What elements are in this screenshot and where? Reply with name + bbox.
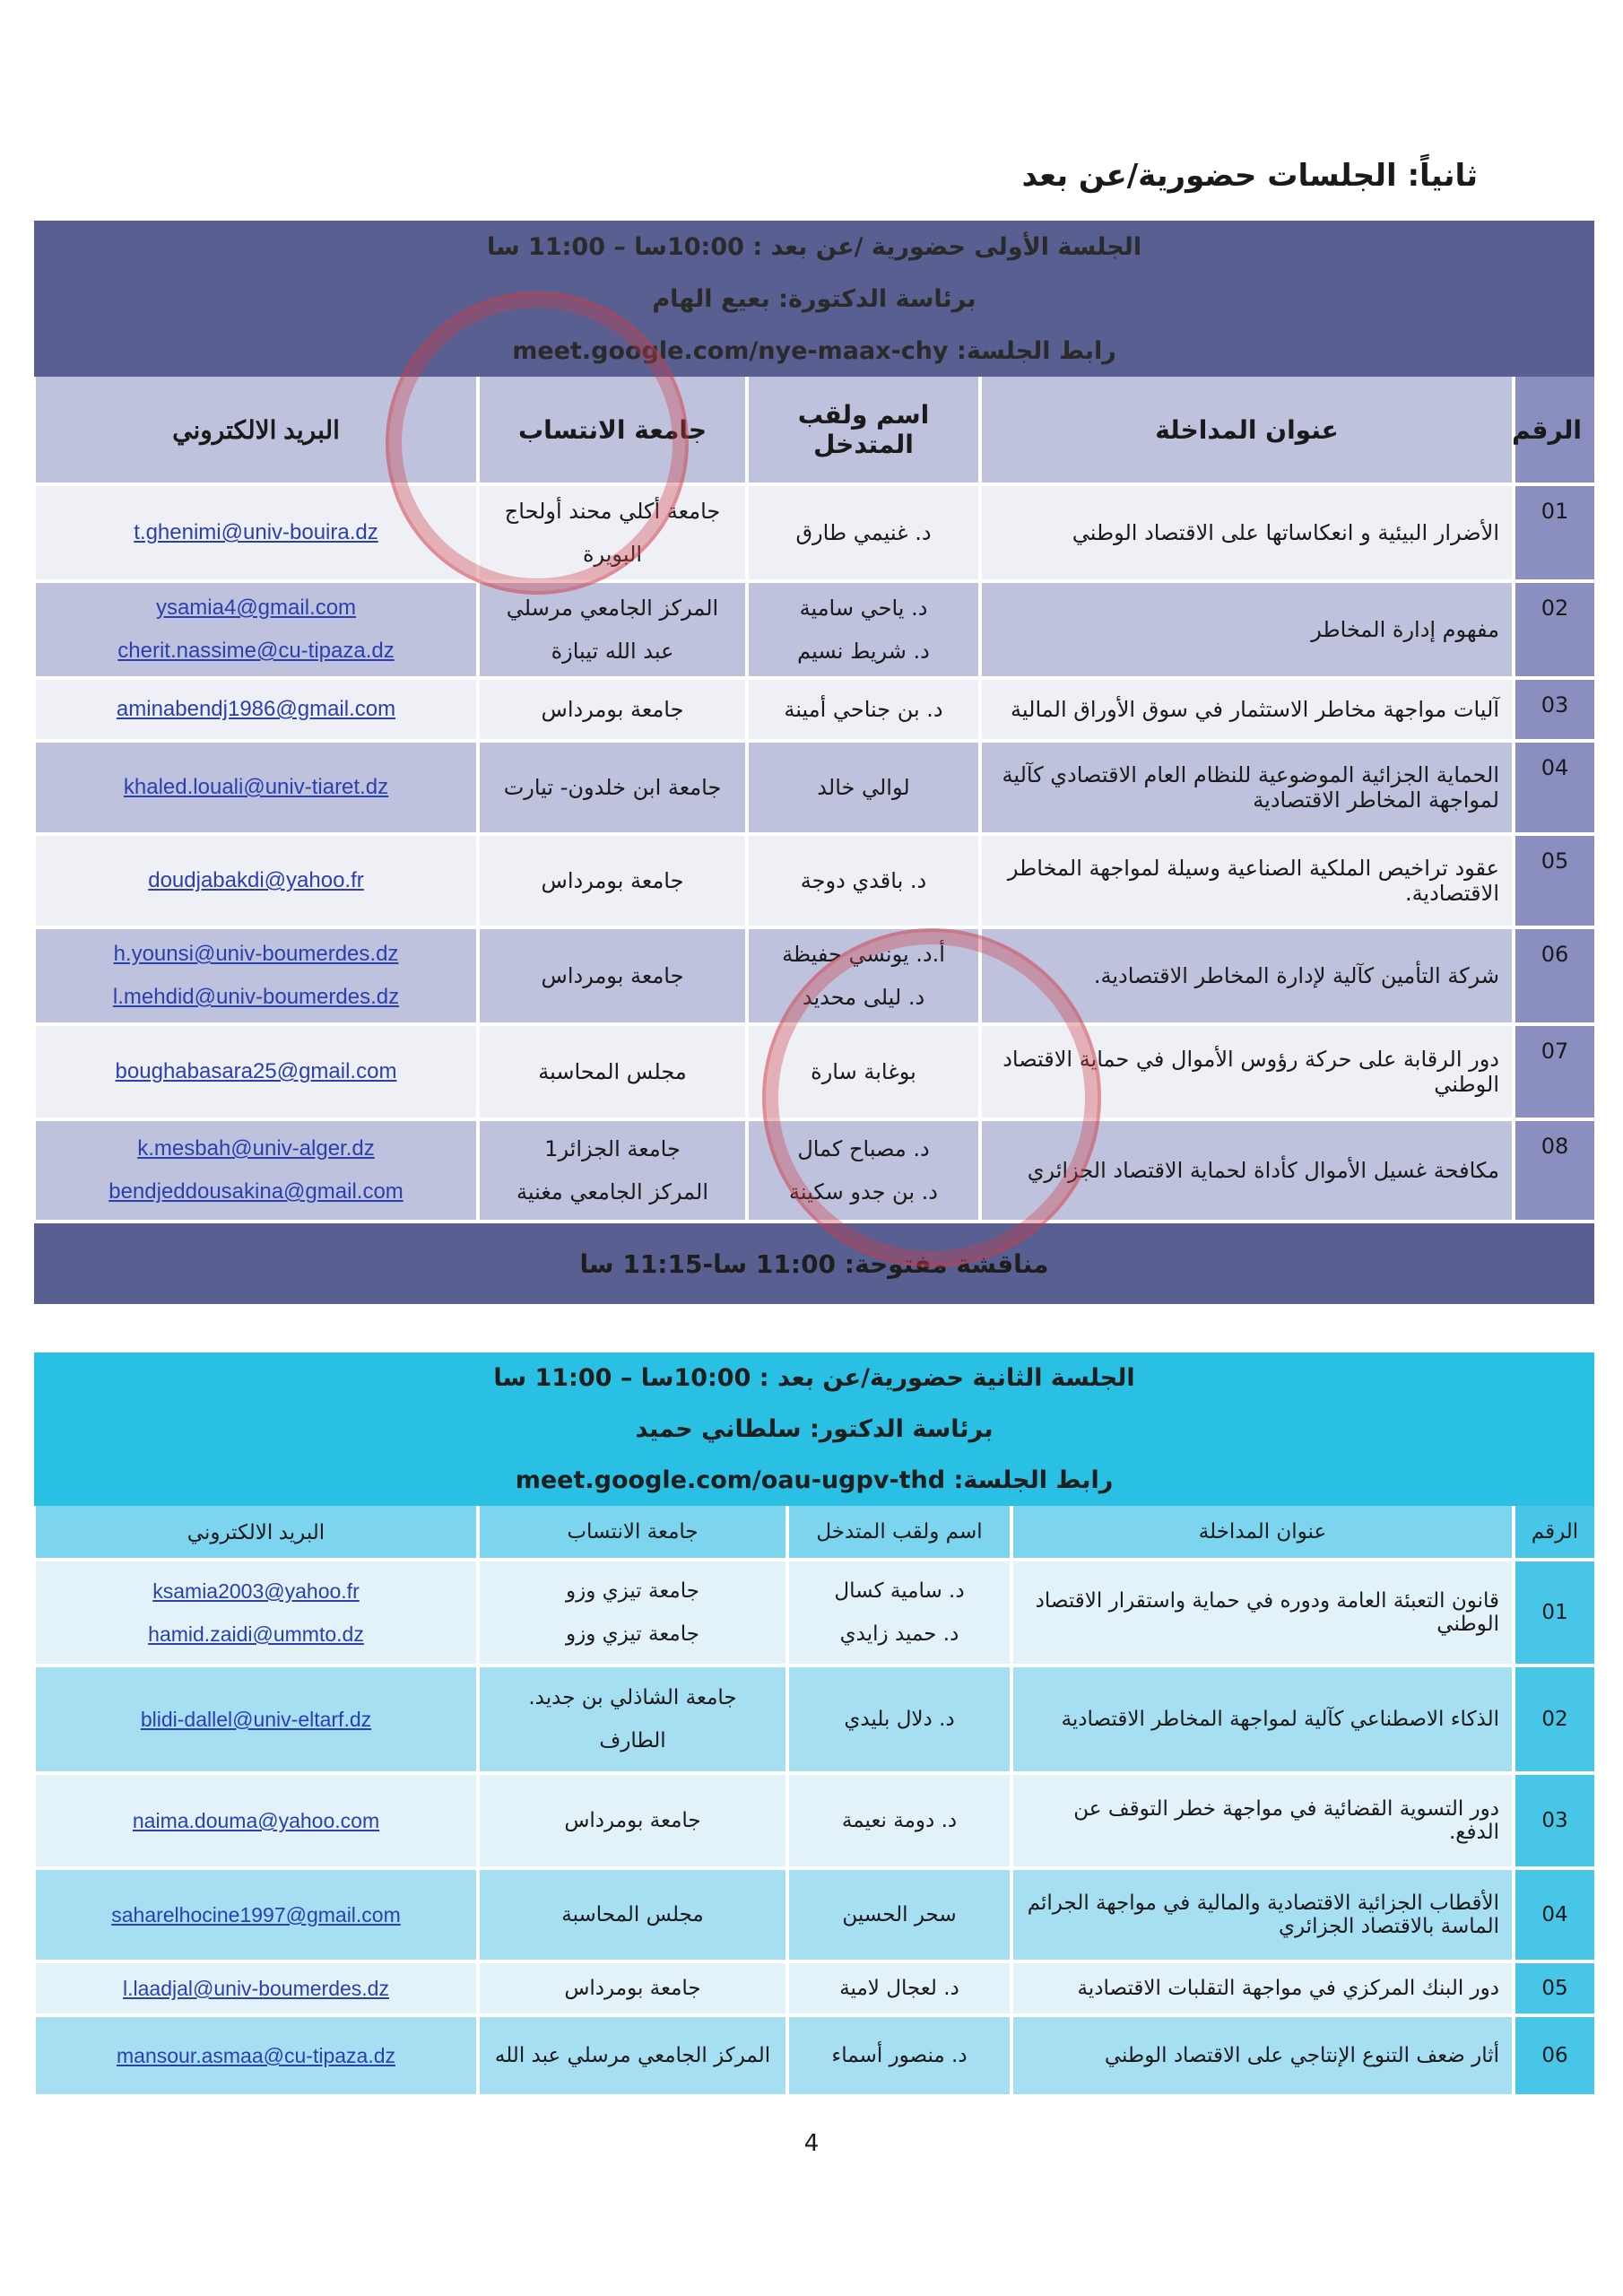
email-link[interactable]: saharelhocine1997@gmail.com [111,1903,401,1926]
table-row [34,834,1594,927]
header-affiliation: جامعة الانتساب [478,377,747,484]
affiliation [478,678,747,741]
email-link[interactable]: boughabasara25@gmail.com [115,1059,397,1083]
affiliation-line: عبد الله تيبازة [551,639,674,664]
talk-title: دور البنك المركزي في مواجهة التقلبات الاقتصادية [1011,1961,1514,2015]
session-1-header [34,221,1594,377]
email-link[interactable]: h.younsi@univ-boumerdes.dz [113,942,399,966]
row-number: 01 [1514,1560,1594,1665]
affiliation-line: جامعة الشاذلي بن جديد. [528,1686,737,1709]
speaker-name: د. بن جناحي أمينة [784,697,943,722]
email-cell [34,581,478,678]
speaker-names [787,1773,1011,1868]
speaker-names [747,927,980,1024]
row-number: 07 [1514,1024,1594,1119]
affiliation [478,1119,747,1222]
affiliation-line: مجلس المحاسبة [561,1903,704,1926]
talk-title: عقود تراخيص الملكية الصناعية وسيلة لمواجهة المخاطر الاقتصادية. [980,834,1514,927]
table-row [34,1961,1594,2015]
email-cell [34,1773,478,1868]
row-number: 05 [1514,1961,1594,2015]
row-number: 02 [1514,581,1594,678]
header-email: البريد الالكتروني [34,1506,478,1560]
talk-title: أثار ضعف التنوع الإنتاجي على الاقتصاد الوطني [1011,2015,1514,2096]
row-number: 06 [1514,927,1594,1024]
affiliation [478,741,747,834]
table-row [34,927,1594,1024]
header-email: البريد الالكتروني [34,377,478,484]
talk-title: قانون التعبئة العامة ودوره في حماية واستقرار الاقتصاد الوطني [1011,1560,1514,1665]
email-link[interactable]: t.ghenimi@univ-bouira.dz [134,520,378,544]
row-number: 08 [1514,1119,1594,1222]
speaker-name: د. لعجال لامية [839,1977,959,2000]
email-link[interactable]: naima.douma@yahoo.com [132,1809,380,1832]
speaker-names [747,678,980,741]
email-link[interactable]: ksamia2003@yahoo.fr [152,1579,360,1603]
speaker-names [787,1868,1011,1961]
session-2-link[interactable]: رابط الجلسة: meet.google.com/oau-ugpv-thd [515,1466,1114,1494]
talk-title: دور الرقابة على حركة رؤوس الأموال في حماية الاقتصاد الوطني [980,1024,1514,1119]
affiliation-line: جامعة بومرداس [541,697,684,722]
speaker-names [747,834,980,927]
header-title: عنوان المداخلة [980,377,1514,484]
section-heading: ثانياً: الجلسات حضورية/عن بعد [1021,158,1478,194]
email-cell [34,1961,478,2015]
affiliation [478,581,747,678]
speaker-name: د. مصباح كمال [797,1136,930,1161]
table-row [34,1665,1594,1773]
speaker-name: د. حميد زايدي [839,1622,959,1646]
talk-title: آليات مواجهة مخاطر الاستثمار في سوق الأوراق المالية [980,678,1514,741]
speaker-names [747,741,980,834]
table-row [34,741,1594,834]
email-link[interactable]: k.mesbah@univ-alger.dz [137,1136,375,1161]
affiliation-line: جامعة الجزائر1 [544,1136,681,1161]
speaker-names [747,484,980,581]
row-number: 06 [1514,2015,1594,2096]
row-number: 04 [1514,741,1594,834]
session-1 [34,221,1594,1304]
session-2-table [32,1506,1594,2098]
row-number: 02 [1514,1665,1594,1773]
email-link[interactable]: bendjeddousakina@gmail.com [108,1179,404,1204]
affiliation-line: جامعة بومرداس [541,868,684,893]
email-cell [34,1665,478,1773]
speaker-names [787,1961,1011,2015]
row-number: 03 [1514,1773,1594,1868]
speaker-names [787,1560,1011,1665]
email-link[interactable]: khaled.louali@univ-tiaret.dz [123,775,389,799]
email-link[interactable]: hamid.zaidi@ummto.dz [148,1622,364,1646]
speaker-name: د. شريط نسيم [797,639,930,664]
table-row [34,1024,1594,1119]
session-1-chair: برئاسة الدكتورة: بعيع الهام [652,284,976,313]
talk-title: الأضرار البيئية و انعكاساتها على الاقتصاد الوطني [980,484,1514,581]
header-num: الرقم [1514,1506,1594,1560]
speaker-name: د. سامية كسال [834,1579,965,1603]
header-title: عنوان المداخلة [1011,1506,1514,1560]
email-link[interactable]: cherit.nassime@cu-tipaza.dz [117,639,395,663]
speaker-name: د. ياحي سامية [799,596,928,621]
speaker-names [787,2015,1011,2096]
affiliation-line: الطارف [599,1729,666,1752]
affiliation-line: جامعة بومرداس [564,1809,701,1832]
session-1-table [32,377,1594,1223]
affiliation-line: المركز الجامعي مغنية [516,1179,709,1205]
affiliation-line: جامعة تيزي وزو [566,1622,699,1646]
table-row [34,1119,1594,1222]
email-link[interactable]: doudjabakdi@yahoo.fr [148,868,364,892]
table-row [34,2015,1594,2096]
email-link[interactable]: ysamia4@gmail.com [155,596,357,620]
table-row [34,1560,1594,1665]
affiliation [478,834,747,927]
affiliation-line: جامعة ابن خلدون- تيارت [503,775,722,800]
affiliation [478,1665,787,1773]
speaker-name: د. بن جدو سكينة [789,1179,938,1205]
affiliation [478,1961,787,2015]
email-cell [34,1560,478,1665]
speaker-name: سحر الحسين [842,1903,957,1926]
header-affiliation: جامعة الانتساب [478,1506,787,1560]
table-row [34,1773,1594,1868]
session-1-title: الجلسة الأولى حضورية /عن بعد : 10:00سا – 11:00 سا [486,232,1142,261]
speaker-name: أ.د. يونسي حفيظة [782,942,945,967]
header-name: اسم ولقب المتدخل [747,377,980,484]
affiliation-line: مجلس المحاسبة [538,1059,687,1084]
row-number: 03 [1514,678,1594,741]
email-link[interactable]: l.mehdid@univ-boumerdes.dz [112,985,400,1009]
speaker-names [787,1665,1011,1773]
talk-title: الأقطاب الجزائية الاقتصادية والمالية في مواجهة الجرائم الماسة بالاقتصاد الجزائري [1011,1868,1514,1961]
affiliation-line: جامعة بومرداس [564,1977,701,2000]
session-1-link[interactable]: رابط الجلسة: meet.google.com/nye-maax-chy [512,336,1116,365]
row-number: 04 [1514,1868,1594,1961]
affiliation-line: جامعة تيزي وزو [566,1579,699,1603]
talk-title: شركة التأمين كآلية لإدارة المخاطر الاقتصادية. [980,927,1514,1024]
speaker-names [747,1024,980,1119]
table-row [34,1868,1594,1961]
table-header-row [34,1506,1594,1560]
email-cell [34,1868,478,1961]
speaker-name: لوالي خالد [817,775,910,800]
table-header-row [34,377,1594,484]
speaker-names [747,581,980,678]
affiliation [478,1024,747,1119]
affiliation [478,1868,787,1961]
session-2-title: الجلسة الثانية حضورية/عن بعد : 10:00سا – 11:00 سا [493,1364,1135,1392]
talk-title: مكافحة غسيل الأموال كأداة لحماية الاقتصاد الجزائري [980,1119,1514,1222]
affiliation [478,2015,787,2096]
email-cell [34,1024,478,1119]
email-cell [34,484,478,581]
speaker-name: د. دلال بليدي [844,1708,955,1731]
row-number: 05 [1514,834,1594,927]
affiliation-line: المركز الجامعي مرسلي عبد الله [494,2044,771,2067]
header-num: الرقم [1514,377,1594,484]
email-link[interactable]: blidi-dallel@univ-eltarf.dz [140,1708,372,1731]
page-number: 4 [803,2130,820,2157]
session-2 [34,1352,1594,2098]
email-cell [34,741,478,834]
speaker-name: د. ليلى محديد [802,985,925,1010]
email-cell [34,2015,478,2096]
talk-title: مفهوم إدارة المخاطر [980,581,1514,678]
email-cell [34,834,478,927]
email-cell [34,927,478,1024]
row-number: 01 [1514,484,1594,581]
session-2-header [34,1352,1594,1506]
session-1-discussion: مناقشة مفتوحة: 11:00 سا-11:15 سا [34,1223,1594,1304]
table-row [34,678,1594,741]
speaker-name: د. دومة نعيمة [841,1809,958,1832]
talk-title: الذكاء الاصطناعي كآلية لمواجهة المخاطر الاقتصادية [1011,1665,1514,1773]
talk-title: الحماية الجزائية الموضوعية للنظام العام الاقتصادي كآلية لمواجهة المخاطر الاقتصادية [980,741,1514,834]
email-cell [34,678,478,741]
affiliation [478,927,747,1024]
email-link[interactable]: aminabendj1986@gmail.com [116,697,396,721]
talk-title: دور التسوية القضائية في مواجهة خطر التوقف عن الدفع. [1011,1773,1514,1868]
speaker-name: د. باقدي دوجة [800,868,927,893]
table-row [34,484,1594,581]
affiliation-line: المركز الجامعي مرسلي [506,596,719,621]
speaker-name: د. غنيمي طارق [795,520,932,545]
affiliation [478,1560,787,1665]
speaker-names [747,1119,980,1222]
table-row [34,581,1594,678]
affiliation [478,484,747,581]
affiliation-line: جامعة بومرداس [541,963,684,988]
email-link[interactable]: l.laadjal@univ-boumerdes.dz [123,1977,389,2000]
affiliation-line: جامعة أكلي محند أولحاج البويرة [504,499,721,567]
header-name: اسم ولقب المتدخل [787,1506,1011,1560]
speaker-name: د. منصور أسماء [831,2044,968,2067]
session-2-chair: برئاسة الدكتور: سلطاني حميد [635,1415,994,1443]
affiliation [478,1773,787,1868]
speaker-name: بوغابة سارة [811,1059,916,1084]
email-link[interactable]: mansour.asmaa@cu-tipaza.dz [117,2044,395,2067]
email-cell [34,1119,478,1222]
